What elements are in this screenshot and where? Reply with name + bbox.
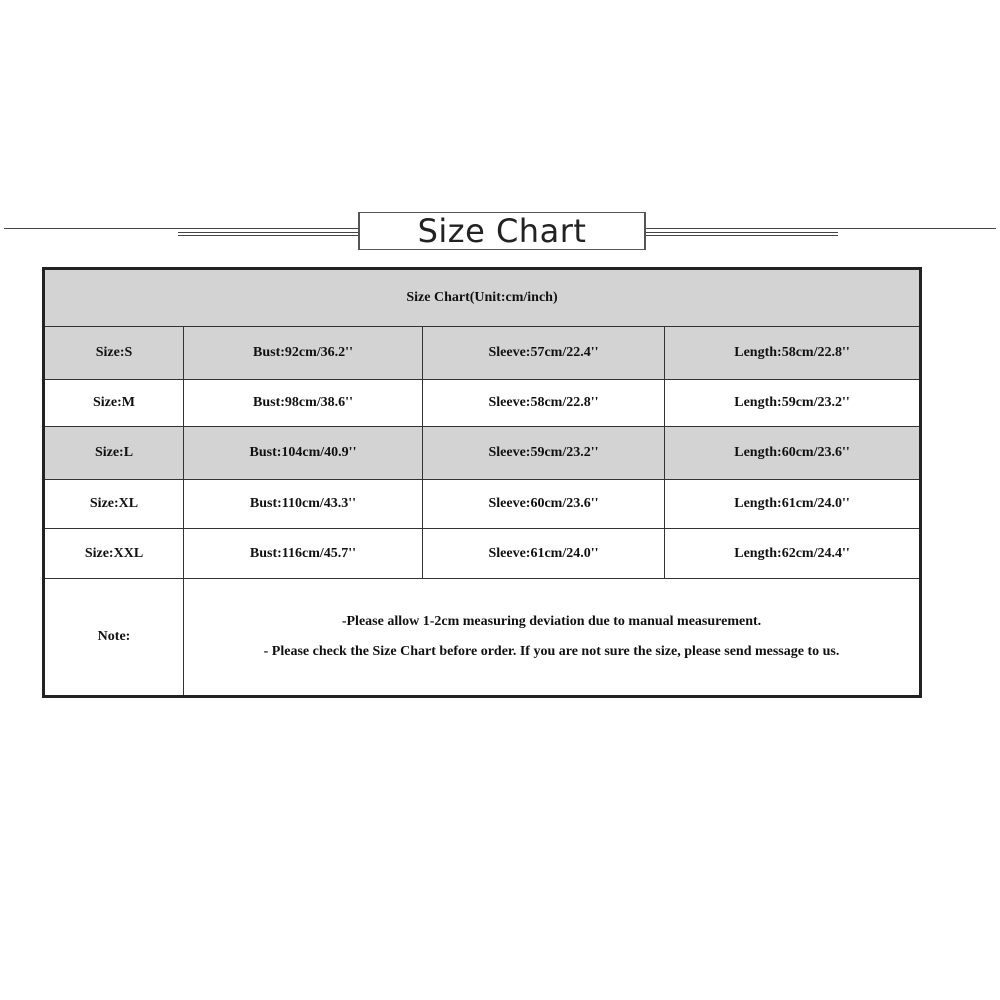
sleeve-cell: Sleeve:58cm/22.8'' bbox=[423, 380, 665, 427]
size-cell: Size:S bbox=[44, 327, 184, 380]
table-header-cell bbox=[44, 269, 921, 327]
note-label: Note: bbox=[44, 579, 184, 697]
size-cell: Size:XXL bbox=[44, 529, 184, 579]
banner-line-left-upper bbox=[178, 232, 358, 233]
note-content bbox=[184, 579, 921, 697]
table-row bbox=[44, 327, 921, 380]
table-row bbox=[44, 480, 921, 529]
length-cell: Length:58cm/22.8'' bbox=[665, 327, 921, 380]
bust-cell: Bust:92cm/36.2'' bbox=[184, 327, 423, 380]
table-row bbox=[44, 427, 921, 480]
size-chart-title-box bbox=[358, 212, 646, 250]
table-row bbox=[44, 529, 921, 579]
sleeve-cell: Sleeve:59cm/23.2'' bbox=[423, 427, 665, 480]
bust-cell: Bust:110cm/43.3'' bbox=[184, 480, 423, 529]
bust-cell: Bust:98cm/38.6'' bbox=[184, 380, 423, 427]
banner-line-left-lower bbox=[178, 235, 358, 236]
table-row bbox=[44, 380, 921, 427]
table-header-row bbox=[44, 269, 921, 327]
length-cell: Length:59cm/23.2'' bbox=[665, 380, 921, 427]
length-cell: Length:62cm/24.4'' bbox=[665, 529, 921, 579]
length-cell: Length:60cm/23.6'' bbox=[665, 427, 921, 480]
length-cell: Length:61cm/24.0'' bbox=[665, 480, 921, 529]
bust-cell: Bust:116cm/45.7'' bbox=[184, 529, 423, 579]
bust-cell: Bust:104cm/40.9'' bbox=[184, 427, 423, 480]
size-chart-banner bbox=[0, 0, 1000, 260]
size-cell: Size:M bbox=[44, 380, 184, 427]
banner-line-right-upper bbox=[646, 232, 838, 233]
sleeve-cell: Sleeve:57cm/22.4'' bbox=[423, 327, 665, 380]
size-chart-table bbox=[42, 267, 922, 698]
note-line-deviation: -Please allow 1-2cm measuring deviation due to manual measurement. bbox=[341, 614, 762, 629]
note-line-check-size: - Please check the Size Chart before order. If you are not sure the size, please send message to us. bbox=[263, 644, 840, 659]
table-header-label: Size Chart(Unit:cm/inch) bbox=[406, 290, 558, 305]
size-chart-title: Size Chart bbox=[417, 212, 587, 250]
note-row bbox=[44, 579, 921, 697]
banner-line-right-lower bbox=[646, 235, 838, 236]
sleeve-cell: Sleeve:60cm/23.6'' bbox=[423, 480, 665, 529]
sleeve-cell: Sleeve:61cm/24.0'' bbox=[423, 529, 665, 579]
size-cell: Size:XL bbox=[44, 480, 184, 529]
size-cell: Size:L bbox=[44, 427, 184, 480]
